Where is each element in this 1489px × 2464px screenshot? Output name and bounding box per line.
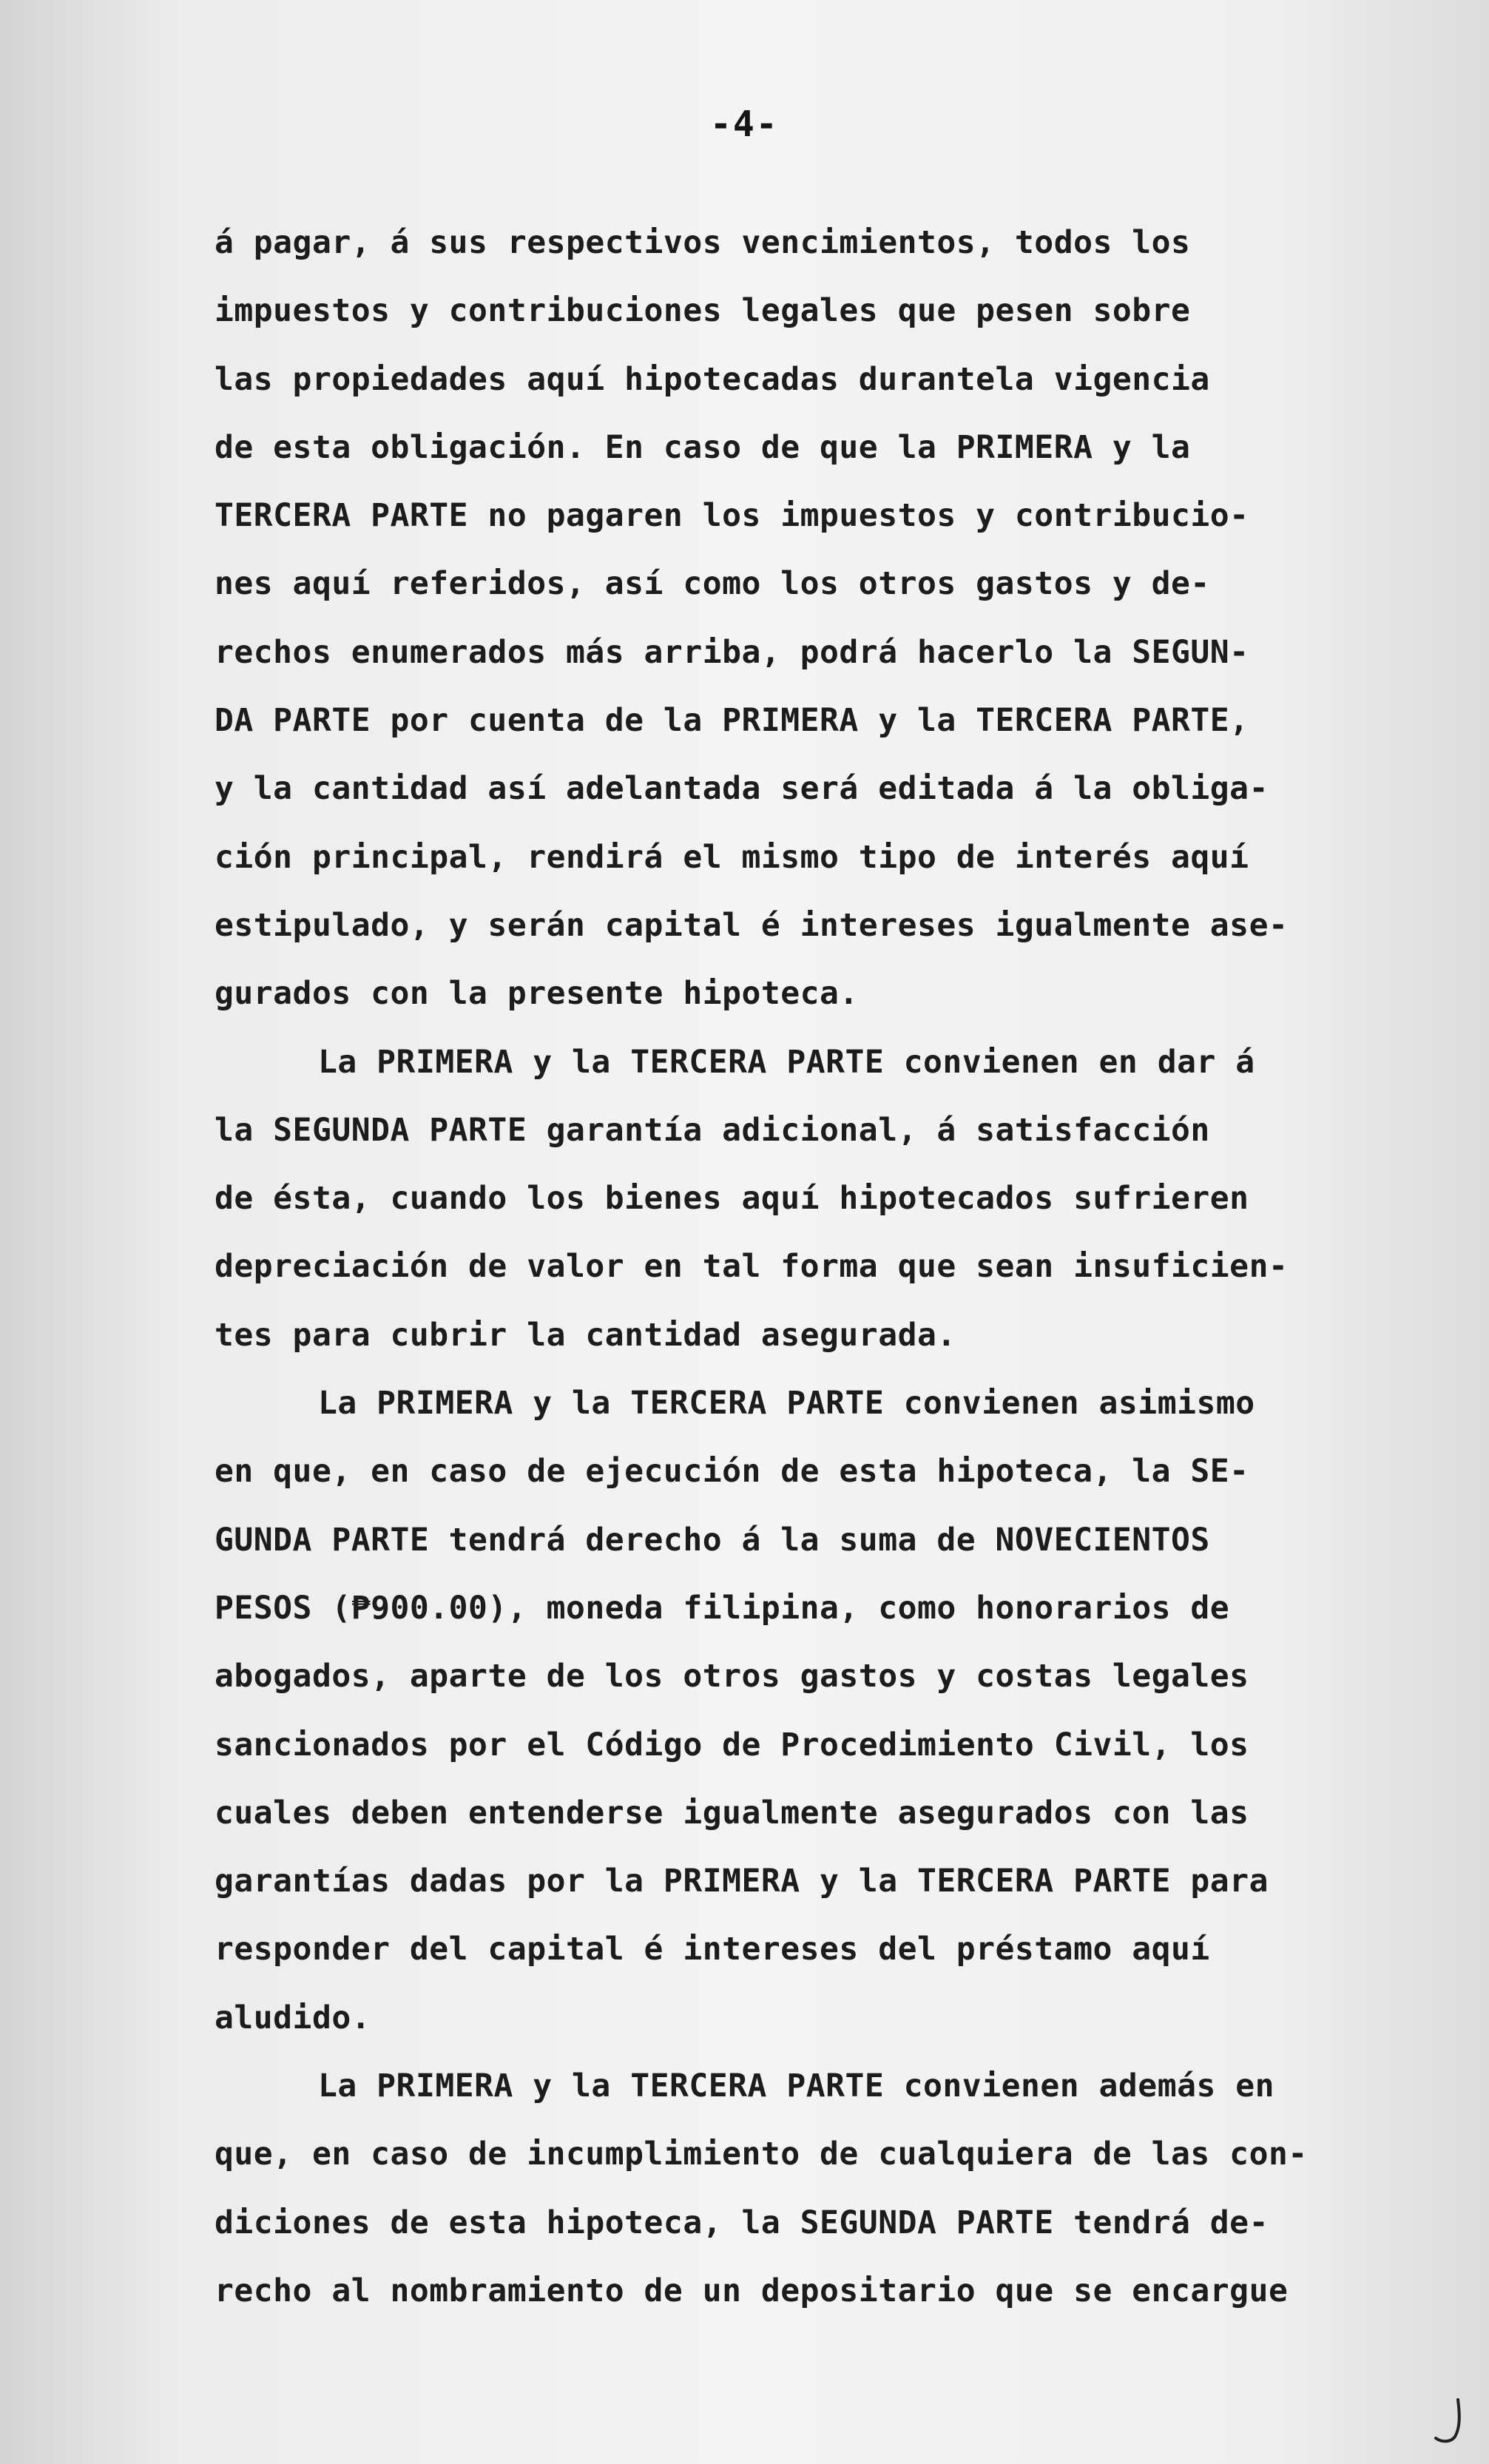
text-line: la SEGUNDA PARTE garantía adicional, á satisfacción <box>215 1111 1210 1149</box>
text-line: las propiedades aquí hipotecadas durantela vigencia <box>215 360 1210 398</box>
text-line: GUNDA PARTE tendrá derecho á la suma de NOVECIENTOS <box>215 1521 1210 1559</box>
paragraph-start-line: La PRIMERA y la TERCERA PARTE convienen además en <box>318 2068 1275 2105</box>
text-line: á pagar, á sus respectivos vencimientos, todos los <box>215 224 1191 261</box>
text-line: impuestos y contribuciones legales que pesen sobre <box>215 292 1191 330</box>
text-line: garantías dadas por la PRIMERA y la TERCERA PARTE para <box>215 1863 1269 1900</box>
paragraph-start-line: La PRIMERA y la TERCERA PARTE convienen en dar á <box>318 1043 1255 1081</box>
document-body <box>215 209 1405 2325</box>
text-line: estipulado, y serán capital é intereses igualmente ase- <box>215 906 1289 944</box>
text-line: ción principal, rendirá el mismo tipo de interés aquí <box>215 838 1249 876</box>
text-line: PESOS (₱900.00), moneda filipina, como honorarios de <box>215 1589 1230 1627</box>
text-line: diciones de esta hipoteca, la SEGUNDA PARTE tendrá de- <box>215 2204 1269 2241</box>
text-line: gurados con la presente hipoteca. <box>215 975 859 1013</box>
pen-mark <box>1430 2397 1467 2448</box>
text-line: depreciación de valor en tal forma que sean insuficien- <box>215 1248 1289 1286</box>
text-line: tes para cubrir la cantidad asegurada. <box>215 1316 956 1354</box>
text-line: y la cantidad así adelantada será editada á la obliga- <box>215 770 1269 808</box>
text-line: TERCERA PARTE no pagaren los impuestos y contribucio- <box>215 497 1249 535</box>
text-line: cuales deben entenderse igualmente asegurados con las <box>215 1794 1249 1832</box>
text-line: en que, en caso de ejecución de esta hipoteca, la SE- <box>215 1453 1249 1491</box>
text-line: rechos enumerados más arriba, podrá hacerlo la SEGUN- <box>215 633 1249 671</box>
text-line: responder del capital é intereses del préstamo aquí <box>215 1931 1210 1968</box>
text-line: nes aquí referidos, así como los otros gastos y de- <box>215 565 1210 603</box>
paragraph-start-line: La PRIMERA y la TERCERA PARTE convienen asimismo <box>318 1385 1255 1422</box>
text-line: que, en caso de incumplimiento de cualquiera de las con- <box>215 2136 1308 2173</box>
text-line: DA PARTE por cuenta de la PRIMERA y la TERCERA PARTE, <box>215 702 1249 740</box>
page-number: -4- <box>710 104 779 145</box>
text-line: de ésta, cuando los bienes aquí hipotecados sufrieren <box>215 1180 1249 1218</box>
text-line: recho al nombramiento de un depositario que se encargue <box>215 2272 1289 2309</box>
text-line: de esta obligación. En caso de que la PRIMERA y la <box>215 428 1191 466</box>
text-line: abogados, aparte de los otros gastos y costas legales <box>215 1658 1249 1695</box>
text-line: aludido. <box>215 1999 371 2036</box>
text-line: sancionados por el Código de Procedimiento Civil, los <box>215 1726 1249 1763</box>
